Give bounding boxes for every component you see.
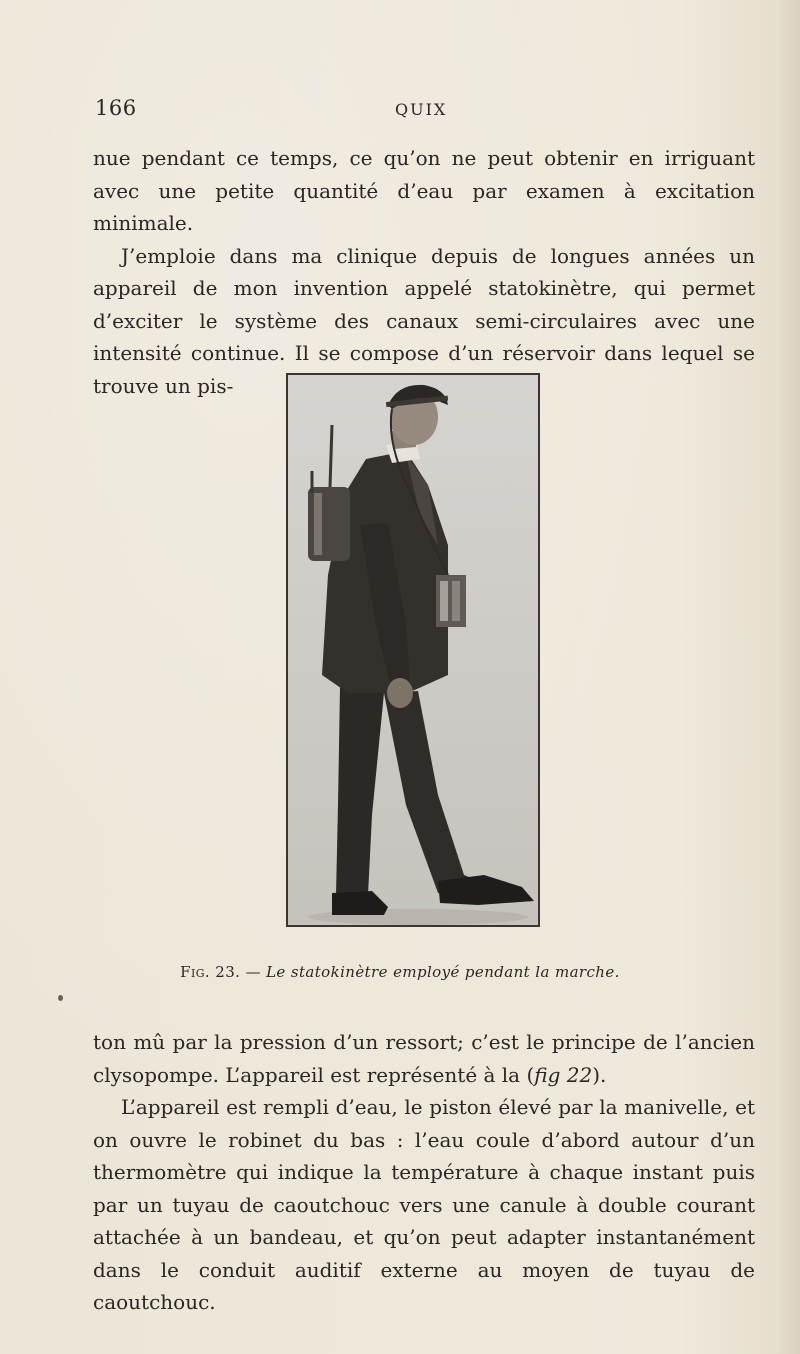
ink-speck <box>58 995 63 1001</box>
figure-label: Fig. 23. <box>180 963 241 981</box>
running-title: QUIX <box>395 100 448 119</box>
paragraph: L’appareil est rempli d’eau, le piston élevé par la manivelle, et on ouvre le robinet du bas : l’eau coule d’abord autour d’un thermomètre qui indique la température à chaque instant puis par un tuyau de caoutchouc vers une canule à double courant attachée à un bandeau, et qu’on peut adapter instantanément dans le conduit auditif externe au moyen de tuyau de caoutchouc. <box>93 1095 755 1314</box>
paragraph <box>93 1026 755 1091</box>
paragraph: J’emploie dans ma clinique depuis de longues années un appareil de mon invention appelé statokinètre, qui permet d’exciter le système des canaux semi-circulaires avec une intensité continue. Il se compose d’un réservoir dans lequel se trouve un pis- <box>93 243 755 398</box>
caption-text: Le statokinètre employé pendant la marche. <box>266 963 620 981</box>
page-number: 166 <box>95 96 137 120</box>
paragraph-text: ton mû par la pression d’un ressort; c’est le principe de l’ancien clysopompe. L’appareil est représenté à la ( <box>93 1030 755 1087</box>
man-walking-with-statokinetre-illustration <box>288 375 538 925</box>
paragraph-text: ). <box>592 1062 607 1087</box>
caption-separator: — <box>240 963 267 981</box>
figure-reference: fig 22 <box>534 1062 593 1087</box>
figure-photograph <box>286 373 540 927</box>
paragraph: nue pendant ce temps, ce qu’on ne peut obtenir en irriguant avec une petite quantité d’eau par examen à excitation minimale. <box>93 146 755 235</box>
running-head <box>95 96 755 122</box>
body-text-top <box>93 142 755 402</box>
figure-caption <box>0 963 800 981</box>
body-text-bottom <box>93 1026 755 1319</box>
